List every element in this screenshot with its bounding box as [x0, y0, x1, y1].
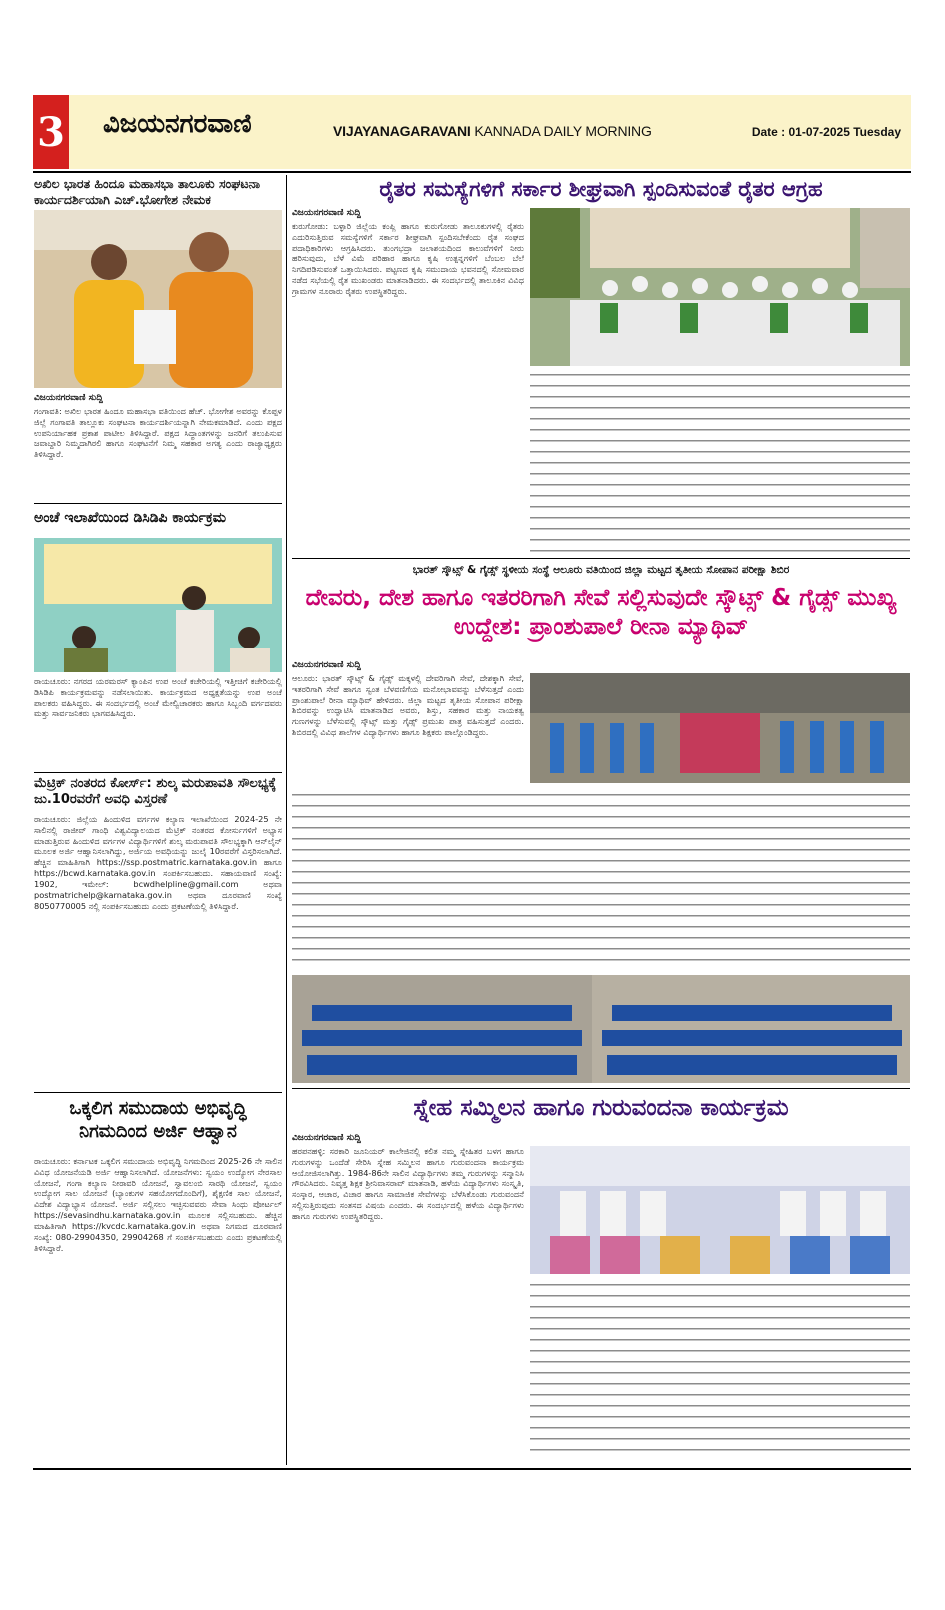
photo-ddp-program: [34, 538, 282, 672]
masthead-rule: [33, 171, 911, 173]
headline-matric-fee: ಮೆಟ್ರಿಕ್ ನಂತರದ ಕೋರ್ಸ್: ಶುಲ್ಕ ಮರುಪಾವತಿ ಸೌಲಭ್ಯಕ್ಕೆ ಜು.10ರವರೆಗೆ ಅವಧಿ ವಿಸ್ತರಣೆ: [34, 776, 277, 808]
photo-scouts: [530, 673, 910, 783]
issue-date: Date : 01-07-2025 Tuesday: [751, 125, 901, 139]
body-farmers-continued: [530, 370, 910, 552]
divider: [34, 503, 282, 504]
byline-scouts: ವಿಜಯನಗರವಾಣಿ ಸುದ್ದಿ: [292, 660, 361, 670]
photo-image: [292, 975, 910, 1083]
body-farmers: ಕುರುಗೋಡು: ಬಳ್ಳಾರಿ ಜಿಲ್ಲೆಯ ಕಂಪ್ಲಿ ಹಾಗೂ ಕುರುಗೋಡು ತಾಲೂಕುಗಳಲ್ಲಿ ರೈತರು ಎದುರಿಸುತ್ತಿರುವ ಸಮಸ್ಯೆಗಳಿಗೆ ಸರ್ಕಾರ ಶೀಘ್ರವಾಗಿ ಸ್ಪಂದಿಸಬೇಕೆಂದು ರೈತ ಸಂಘದ ಪದಾಧಿಕಾರಿಗಳು ಆಗ್ರಹಿಸಿದರು. ತುಂಗಭದ್ರಾ ಜಲಾಶಯದಿಂದ ಕಾಲುವೆಗಳಿಗೆ ನೀರು ಹರಿಸುವುದು, ಬೆಳೆ ವಿಮೆ ಪರಿಹಾರ ಹಾಗೂ ಕೃಷಿ ಉತ್ಪನ್ನಗಳಿಗೆ ಬೆಂಬಲ ಬೆಲೆ ನಿಗದಿಪಡಿಸುವಂತೆ ಒತ್ತಾಯಿಸಿದರು. ಪಟ್ಟಣದ ಕೃಷಿ ಸಮುದಾಯ ಭವನದಲ್ಲಿ ಸೋಮವಾರ ನಡೆದ ಸಭೆಯಲ್ಲಿ ರೈತ ಮುಖಂಡರು ಮಾತನಾಡಿದರು. ಈ ಸಂದರ್ಭದಲ್ಲಿ ತಾಲೂಕಿನ ವಿವಿಧ ಗ್ರಾಮಗಳ ನೂರಾರು ರೈತರು ಉಪಸ್ಥಿತರಿದ್ದರು.: [292, 221, 524, 296]
byline-sneha-sammilana: ವಿಜಯನಗರವಾಣಿ ಸುದ್ದಿ: [292, 1133, 361, 1143]
body-matric-fee: ರಾಯಚೂರು: ಜಿಲ್ಲೆಯ ಹಿಂದುಳಿದ ವರ್ಗಗಳ ಕಲ್ಯಾಣ ಇಲಾಖೆಯಿಂದ 2024-25 ನೇ ಸಾಲಿನಲ್ಲಿ ರಾಜೀವ್ ಗಾಂಧಿ ವಿಶ್ವವಿದ್ಯಾಲಯದ ಮೆಟ್ರಿಕ್ ನಂತರದ ಕೋರ್ಸುಗಳಿಗೆ ಅಭ್ಯಾಸ ಮಾಡುತ್ತಿರುವ ಹಿಂದುಳಿದ ವರ್ಗಗಳ ವಿದ್ಯಾರ್ಥಿಗಳಿಗೆ ಶುಲ್ಕ ಮರುಪಾವತಿ ಸೌಲಭ್ಯಕ್ಕಾಗಿ ಆನ್‌ಲೈನ್ ಮೂಲಕ ಅರ್ಜಿ ಆಹ್ವಾನಿಸಲಾಗಿದ್ದು, ಅರ್ಜಿಯ ಅವಧಿಯನ್ನು ಜುಲೈ 10ರವರೆಗೆ ವಿಸ್ತರಿಸಲಾಗಿದೆ. ಹೆಚ್ಚಿನ ಮಾಹಿತಿಗಾಗಿ https://ssp.postmatric.karnataka.gov.in ಹಾಗೂ https://bcwd.karnataka.gov.in ಸಂಪರ್ಕಿಸಬಹುದು. ಸಹಾಯವಾಣಿ ಸಂಖ್ಯೆ: 1902, ಇಮೇಲ್: bcwdhelpline@gmail.com ಅಥವಾ postmatrichelp@karnataka.gov.in ಅಥವಾ ದೂರವಾಣಿ ಸಂಖ್ಯೆ 8050770005 ನಲ್ಲಿ ಸಂಪರ್ಕಿಸಬಹುದು ಎಂದು ಪ್ರಕಟಣೆಯಲ್ಲಿ ತಿಳಿಸಿದ್ದಾರೆ.: [34, 814, 282, 911]
headline-sneha-sammilana: ಸ್ನೇಹ ಸಮ್ಮಿಲನ ಹಾಗೂ ಗುರುವಂದನಾ ಕಾರ್ಯಕ್ರಮ: [413, 1095, 789, 1121]
byline-farmers: ವಿಜಯನಗರವಾಣಿ ಸುದ್ದಿ: [292, 208, 361, 218]
footer-rule: [33, 1468, 911, 1470]
photo-image: [34, 538, 282, 672]
body-ddp-program: ರಾಯಚೂರು: ನಗರದ ಯರಮರಸ್ ಕ್ಯಾಂಪಿನ ಉಪ ಅಂಚೆ ಕಚೇರಿಯಲ್ಲಿ ಇತ್ತೀಚಿಗೆ ಕಚೇರಿಯಲ್ಲಿ ಡಿಸಿಡಿಪಿ ಕಾರ್ಯಕ್ರಮವನ್ನು ನಡೆಸಲಾಯಿತು. ಕಾರ್ಯಕ್ರಮದ ಅಧ್ಯಕ್ಷತೆಯನ್ನು ಉಪ ಅಂಚೆ ಪಾಲಕರು ವಹಿಸಿದ್ದರು. ಈ ಸಂದರ್ಭದಲ್ಲಿ ಅಂಚೆ ಮೇಲ್ವಿಚಾರಕರು ಹಾಗೂ ಸಿಬ್ಬಂದಿ ವರ್ಗದವರು ಮತ್ತು ಸಾರ್ವಜನಿಕರು ಭಾಗವಹಿಸಿದ್ದರು.: [34, 676, 282, 719]
newspaper-name-english: [333, 123, 652, 139]
newspaper-name-kannada: ವಿಜಯನಗರವಾಣಿ: [103, 109, 252, 139]
photo-image: [530, 673, 910, 783]
photo-image: [530, 208, 910, 366]
column-divider: [286, 175, 287, 1465]
divider: [292, 1088, 910, 1089]
body-sneha-sammilana-continued: [530, 1280, 910, 1460]
headline-scouts: ದೇವರು, ದೇಶ ಹಾಗೂ ಇತರರಿಗಾಗಿ ಸೇವೆ ಸಲ್ಲಿಸುವುದೇ ಸ್ಕೌಟ್ಸ್ & ಗೈಡ್ಸ್ ಮುಖ್ಯ ಉದ್ದೇಶ: ಪ್ರಾಂಶುಪಾಲೆ ರೀನಾ ಮ್ಯಾಥಿವ್: [305, 585, 897, 640]
body-scouts-continued: [292, 790, 910, 970]
page-number: 3: [33, 95, 69, 169]
divider: [292, 558, 910, 559]
kicker-scouts: ಭಾರತ್ ಸ್ಕೌಟ್ಸ್ & ಗೈಡ್ಸ್ ಸ್ಥಳೀಯ ಸಂಸ್ಥೆ ಆಲೂರು ವತಿಯಿಂದ ಜಿಲ್ಲಾ ಮಟ್ಟದ ತೃತೀಯ ಸೋಪಾನ ಪರೀಕ್ಷಾ ಶಿಬಿರ: [412, 564, 790, 576]
body-hindu-mahasabha: ಗಂಗಾವತಿ: ಅಖಿಲ ಭಾರತ ಹಿಂದೂ ಮಹಾಸಭಾ ವತಿಯಿಂದ ಹೆಚ್. ಭೋಗೇಶ ಅವರನ್ನು ಕೊಪ್ಪಳ ಜಿಲ್ಲೆ ಗಂಗಾವತಿ ತಾಲ್ಲೂಕು ಸಂಘಟನಾ ಕಾರ್ಯದರ್ಶಿಯನ್ನಾಗಿ ನೇಮಕಮಾಡಿದೆ. ಎಂದು ಪಕ್ಷದ ಉಪನಿರ್ಯಾಹಕ ಪ್ರಕಾಶ ಪಾಟೀಲ ತಿಳಿಸಿದ್ದಾರೆ. ಪಕ್ಷದ ಸಿದ್ಧಾಂತಗಳನ್ನು ಜನರಿಗೆ ತಲುಪಿಸುವ ಜವಾಬ್ದಾರಿ ನಿಮ್ಮದಾಗಿರಲಿ ಹಾಗೂ ಸಂಘಟನೆಗೆ ನಿಮ್ಮ ಸಹಕಾರ ಅಗತ್ಯ ಎಂದು ರಾಜ್ಯಾಧ್ಯಕ್ಷರು ತಿಳಿಸಿದ್ದಾರೆ.: [34, 406, 282, 460]
headline-farmers: ರೈತರ ಸಮಸ್ಯೆಗಳಿಗೆ ಸರ್ಕಾರ ಶೀಘ್ರವಾಗಿ ಸ್ಪಂದಿಸುವಂತೆ ರೈತರ ಆಗ್ರಹ: [379, 177, 823, 201]
divider: [34, 1092, 282, 1093]
body-scouts: ಆಲೂರು: ಭಾರತ್ ಸ್ಕೌಟ್ಸ್ & ಗೈಡ್ಸ್ ಮಕ್ಕಳಲ್ಲಿ ದೇವರಿಗಾಗಿ ಸೇವೆ, ದೇಶಕ್ಕಾಗಿ ಸೇವೆ, ಇತರರಿಗಾಗಿ ಸೇವೆ ಹಾಗೂ ಸ್ವಂತ ಬೆಳವಣಿಗೆಯ ಮನೋಭಾವವನ್ನು ಬೆಳೆಸುತ್ತದೆ ಎಂದು ಪ್ರಾಂಶುಪಾಲೆ ರೀನಾ ಮ್ಯಾಥಿವ್ ಹೇಳಿದರು. ಜಿಲ್ಲಾ ಮಟ್ಟದ ತೃತೀಯ ಸೋಪಾನ ಪರೀಕ್ಷಾ ಶಿಬಿರವನ್ನು ಉದ್ಘಾಟಿಸಿ ಮಾತನಾಡಿದ ಅವರು, ಶಿಸ್ತು, ಸಹಕಾರ ಮತ್ತು ನಾಯಕತ್ವ ಗುಣಗಳನ್ನು ಬೆಳೆಸುವಲ್ಲಿ ಸ್ಕೌಟ್ಸ್ ಮತ್ತು ಗೈಡ್ಸ್ ಪ್ರಮುಖ ಪಾತ್ರ ವಹಿಸುತ್ತದೆ ಎಂದರು. ಶಿಬಿರದಲ್ಲಿ ವಿವಿಧ ಶಾಲೆಗಳ ವಿದ್ಯಾರ್ಥಿಗಳು ಹಾಗೂ ಶಿಕ್ಷಕರು ಪಾಲ್ಗೊಂಡಿದ್ದರು.: [292, 673, 524, 738]
photo-hindu-mahasabha: [34, 210, 282, 388]
headline-hindu-mahasabha: ಅಖಿಲ ಭಾರತ ಹಿಂದೂ ಮಹಾಸಭಾ ತಾಲೂಕು ಸಂಘಟನಾ ಕಾರ್ಯದರ್ಶಿಯಾಗಿ ಎಚ್.ಭೋಗೇಶ ನೇಮಕ: [34, 176, 261, 207]
body-okkaliga: ರಾಯಚೂರು: ಕರ್ನಾಟಕ ಒಕ್ಕಲಿಗ ಸಮುದಾಯ ಅಭಿವೃದ್ಧಿ ನಿಗಮದಿಂದ 2025-26 ನೇ ಸಾಲಿನ ವಿವಿಧ ಯೋಜನೆಯಡಿ ಅರ್ಜಿ ಆಹ್ವಾನಿಸಲಾಗಿದೆ. ಯೋಜನೆಗಳು: ಸ್ವಯಂ ಉದ್ಯೋಗ ನೇರಸಾಲ ಯೋಜನೆ, ಗಂಗಾ ಕಲ್ಯಾಣ ನೀರಾವರಿ ಯೋಜನೆ, ಸ್ವಾವಲಂಬಿ ಸಾರಥಿ ಯೋಜನೆ, ಸ್ವಯಂ ಉದ್ಯೋಗ ಸಾಲ ಯೋಜನೆ (ಬ್ಯಾಂಕುಗಳ ಸಹಯೋಗದೊಂದಿಗೆ), ಶೈಕ್ಷಣಿಕ ಸಾಲ ಯೋಜನೆ, ವಿದೇಶ ವಿದ್ಯಾಭ್ಯಾಸ ಯೋಜನೆ. ಅರ್ಜಿ ಸಲ್ಲಿಸಲು ಇಚ್ಛಿಸುವವರು ಸೇವಾ ಸಿಂಧು ಪೋರ್ಟಲ್ https://sevasindhu.karnataka.gov.in ಮೂಲಕ ಸಲ್ಲಿಸಬಹುದು. ಹೆಚ್ಚಿನ ಮಾಹಿತಿಗಾಗಿ https://kvcdc.karnataka.gov.in ಅಥವಾ ನಿಗಮದ ದೂರವಾಣಿ ಸಂಖ್ಯೆ: 080-29904350, 29904268 ಗೆ ಸಂಪರ್ಕಿಸಬಹುದು ಎಂದು ಪ್ರಕಟಣೆಯಲ್ಲಿ ತಿಳಿಸಿದ್ದಾರೆ.: [34, 1156, 282, 1253]
masthead: [33, 95, 911, 169]
photo-scouts-group: [292, 975, 910, 1083]
newspaper-tagline: KANNADA DAILY MORNING: [474, 123, 652, 139]
body-sneha-sammilana: ಹರಪನಹಳ್ಳಿ: ಸರಕಾರಿ ಜೂನಿಯರ್ ಕಾಲೇಜಿನಲ್ಲಿ ಕಲಿತ ನಮ್ಮ ಸ್ನೇಹಿತರ ಬಳಗ ಹಾಗೂ ಗುರುಗಳನ್ನು ಒಂದೆಡೆ ಸೇರಿಸಿ ಸ್ನೇಹ ಸಮ್ಮಿಲನ ಹಾಗೂ ಗುರುವಂದನಾ ಕಾರ್ಯಕ್ರಮ ಆಯೋಜಿಸಲಾಗಿತ್ತು. 1984-86ನೇ ಸಾಲಿನ ವಿದ್ಯಾರ್ಥಿಗಳು ತಮ್ಮ ಗುರುಗಳನ್ನು ಸನ್ಮಾನಿಸಿ ಗೌರವಿಸಿದರು. ನಿವೃತ್ತ ಶಿಕ್ಷಕ ಶ್ರೀನಿವಾಸರಾವ್ ಮಾತನಾಡಿ, ಹಳೆಯ ವಿದ್ಯಾರ್ಥಿಗಳು ಸಂಸ್ಕೃತಿ, ಸಂಸ್ಕಾರ, ಆಚಾರ, ವಿಚಾರ ಹಾಗೂ ಸಾಮಾಜಿಕ ಸೇವೆಗಳನ್ನು ಬೆಳೆಸಿಕೊಂಡು ಗುರುವಂದನೆ ಸಲ್ಲಿಸುತ್ತಿರುವುದು ಸಂತಸದ ವಿಷಯ ಎಂದರು. ಈ ಸಂದರ್ಭದಲ್ಲಿ ಹಳೆಯ ವಿದ್ಯಾರ್ಥಿಗಳು ಹಾಗೂ ಗುರುಗಳು ಉಪಸ್ಥಿತರಿದ್ದರು.: [292, 1146, 524, 1221]
headline-ddp-program: ಅಂಚೆ ಇಲಾಖೆಯಿಂದ ಡಿಸಿಡಿಪಿ ಕಾರ್ಯಕ್ರಮ: [34, 510, 227, 526]
byline-hindu-mahasabha: ವಿಜಯನಗರವಾಣಿ ಸುದ್ದಿ: [34, 393, 103, 403]
photo-farmers: [530, 208, 910, 366]
photo-sneha-sammilana: [530, 1146, 910, 1274]
photo-image: [34, 210, 282, 388]
divider: [34, 772, 282, 773]
headline-okkaliga: ಒಕ್ಕಲಿಗ ಸಮುದಾಯ ಅಭಿವೃದ್ಧಿ ನಿಗಮದಿಂದ ಅರ್ಜಿ ಆಹ್ವಾನ: [69, 1098, 247, 1142]
newspaper-name: VIJAYANAGARAVANI: [333, 123, 471, 139]
photo-image: [530, 1146, 910, 1274]
